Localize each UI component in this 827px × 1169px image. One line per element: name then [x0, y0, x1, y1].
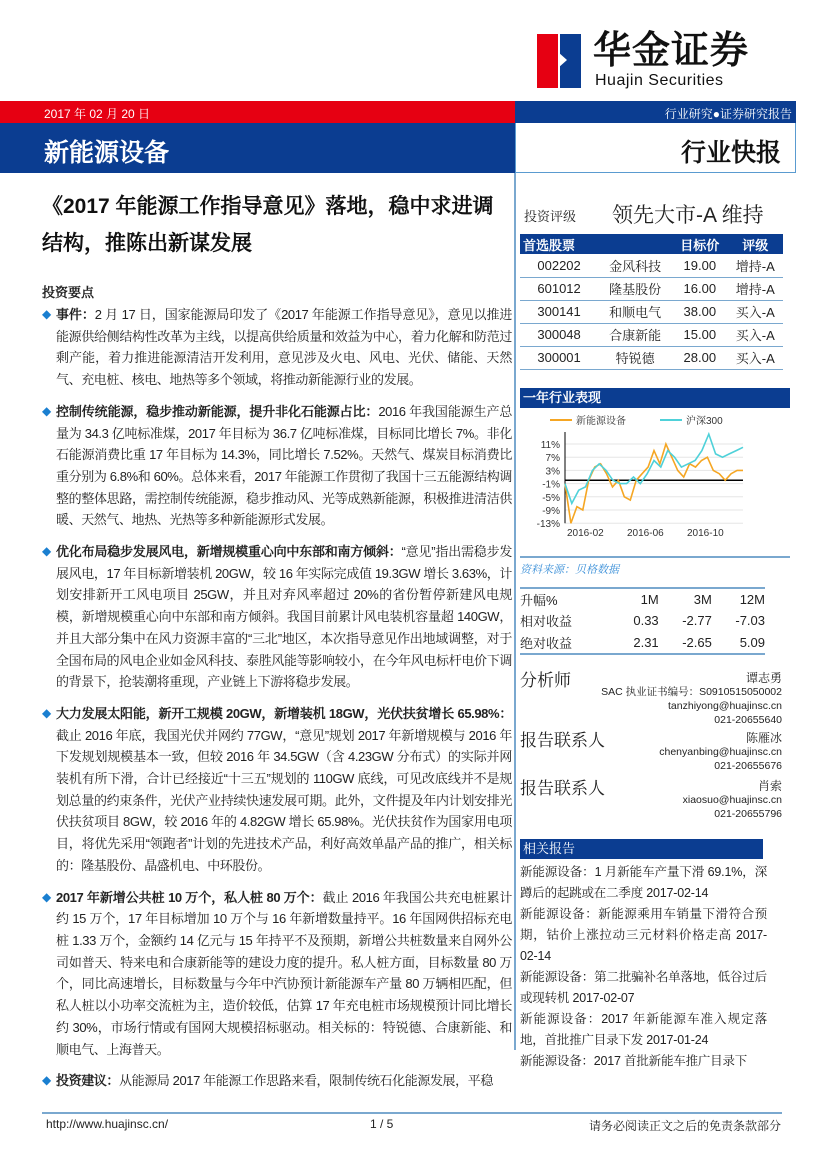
- logo-mark-icon: [537, 34, 581, 88]
- analyst-email[interactable]: chenyanbing@huajinsc.cn: [659, 745, 782, 758]
- footer-url[interactable]: http://www.huajinsc.cn/: [46, 1117, 169, 1131]
- analyst-role: 报告联系人: [520, 730, 605, 750]
- sidebar: [520, 196, 796, 1072]
- cell: 12M: [739, 591, 765, 607]
- cell: 38.00: [672, 300, 727, 323]
- table-row: [520, 277, 783, 300]
- key-point: [42, 304, 512, 391]
- table-row: [520, 254, 783, 277]
- cell: -2.65: [682, 634, 712, 650]
- cell: 3M: [693, 591, 712, 607]
- chart-source: 资料来源：贝格数据: [520, 556, 790, 577]
- analyst-email[interactable]: xiaosuo@huajinsc.cn: [682, 793, 782, 806]
- cell: 合康新能: [598, 323, 672, 346]
- y-tick-label: 7%: [545, 452, 560, 464]
- y-tick-label: -9%: [542, 505, 560, 517]
- analyst-phone: 021-20655640: [714, 713, 782, 726]
- cell: 300048: [520, 323, 598, 346]
- analyst-phone: 021-20655676: [714, 759, 782, 772]
- key-point: [42, 887, 512, 1061]
- cell: 002202: [520, 254, 598, 277]
- analyst-role: 报告联系人: [520, 778, 605, 798]
- y-tick-label: -13%: [536, 518, 560, 530]
- industry-bar: [0, 123, 515, 173]
- key-point-text: 2016 年我国能源生产总量为 34.3 亿吨标准煤，2017 年目标为 36.7 亿吨标准煤，目标同比增长 7%。非化石能源消费比重 17 年目标为 14.3%，同比增长 7.52%。天然气、煤炭目标消费比重分别为 6.8%和 60%。总体来看，2017 年能源工作贯彻了我国十三五能源结构调整的整体思路，需控制传统能源，稳步推动风、光等成熟新能源，积极推进清洁供暖、天然气、地热、光热等多种新能源形式发展。: [56, 403, 512, 528]
- col-header: 评级: [728, 234, 783, 254]
- key-point-lead: 投资建议：: [56, 1073, 120, 1089]
- key-point: [42, 1070, 512, 1092]
- cell: 601012: [520, 277, 598, 300]
- performance-table: [520, 587, 765, 655]
- column-divider: [514, 173, 516, 1050]
- report-title: 《2017 年能源工作指导意见》落地，稳中求进调结构，推陈出新谋发展: [42, 195, 494, 255]
- cell: 买入-A: [728, 346, 783, 369]
- table-row: [520, 632, 765, 654]
- related-title: 相关报告: [520, 839, 763, 859]
- analyst-role: 分析师: [520, 670, 571, 690]
- related-report-link[interactable]: 新能源设备：2017 年新能源车准入规定落地，首批推广目录下发 2017-01-24: [520, 1011, 767, 1047]
- cell: 5.09: [739, 634, 765, 650]
- logo-text-cn: 华金证券: [593, 30, 750, 72]
- main-column: [42, 188, 512, 1092]
- cell: 特锐德: [598, 346, 672, 369]
- stock-picks-table: [520, 234, 783, 370]
- y-tick-label: -5%: [542, 492, 560, 504]
- page-number: 1 / 5: [370, 1117, 394, 1131]
- key-point-text: 截止 2016 年底，我国光伏并网约 77GW，“意见”规划 2017 年新增规模与 2016 年下发规划规模基本一致，但较 2016 年 34.5GW（含 4.23GW 分布式）的实际并网装机有所下滑，合计已经接近“十三五”规划的 110GW 底线，可见改底线并不是规划总量的约束条件，光伏产业持续快速发展可期。此外，文件提及年内计划安排光伏扶贫项目 8GW，较 2016 年的 4.82GW 增长 65.98%。光伏扶贫作为国家用电项目，将优先采用“领跑者”计划的先进技术产品，利好高效单晶产品的推广，相关标的：隆基股份、晶盛机电、中环股份。: [56, 727, 512, 873]
- diamond-bullet-icon: ◆: [42, 307, 51, 321]
- analyst-cert: SAC 执业证书编号：S0910515050002: [601, 685, 782, 698]
- legend-label: 沪深300: [686, 415, 723, 427]
- cell: 相对收益: [520, 614, 573, 629]
- key-point: [42, 541, 512, 693]
- related-report-link[interactable]: 新能源设备：1 月新能车产量下滑 69.1%，深蹲后的起跳或在二季度 2017-02-14: [520, 864, 767, 900]
- related-report-link[interactable]: 新能源设备：2017 首批新能车推广目录下: [520, 1053, 748, 1068]
- cell: -2.77: [682, 613, 712, 628]
- category-tag: 行业研究●证券研究报告: [664, 107, 792, 121]
- cell: -7.03: [735, 613, 765, 628]
- cell: 0.33: [633, 613, 659, 628]
- key-point-lead: 2017 年新增公共桩 10 万个，私人桩 80 万个：: [56, 889, 323, 905]
- perf-title: 一年行业表现: [520, 388, 790, 408]
- related-report-link[interactable]: 新能源设备：新能源乘用车销量下滑符合预期，钴价上涨拉动三元材料价格走高 2017-02-14: [520, 906, 767, 963]
- analyst-name: 陈雁冰: [745, 730, 782, 745]
- cell: 15.00: [672, 323, 727, 346]
- cell: 300001: [520, 346, 598, 369]
- cell: 买入-A: [728, 300, 783, 323]
- key-point-lead: 控制传统能源，稳步推动新能源，提升非化石能源占比：: [56, 403, 379, 419]
- cell: 隆基股份: [598, 277, 672, 300]
- related-report-link[interactable]: 新能源设备：第二批骗补名单落地，低谷过后或现转机 2017-02-07: [520, 969, 767, 1005]
- x-tick-label: 2016-10: [687, 527, 724, 539]
- key-point-text: 2 月 17 日，国家能源局印发了《2017 年能源工作指导意见》，意见以推进能源供给侧结构性改革为主线，以提高供给质量和效益为中心，着力化解和防范过剩产能，着力推进能源清洁开发利用，意见涉及火电、风电、光伏、储能、天然气、充电桩、核电、地热等多个领域，将推动新能源行业的发展。: [56, 307, 512, 388]
- section-heading: 投资要点: [42, 285, 95, 300]
- rating-label: 投资评级: [524, 209, 577, 224]
- rating-value: 领先大市-A 维持: [612, 204, 764, 227]
- footer-divider: [42, 1112, 782, 1114]
- key-point-lead: 大力发展太阳能，新开工规模 20GW，新增装机 18GW，光伏扶贫增长 65.98%：: [56, 705, 512, 721]
- y-tick-label: 11%: [540, 439, 560, 451]
- key-point: [42, 401, 512, 531]
- cell: 增持-A: [728, 254, 783, 277]
- analyst-block: [520, 731, 782, 779]
- x-tick-label: 2016-02: [567, 527, 604, 539]
- table-row: [520, 588, 765, 610]
- cell: 金风科技: [598, 254, 672, 277]
- y-tick-label: -1%: [542, 479, 560, 491]
- report-type-box: [515, 123, 796, 173]
- diamond-bullet-icon: ◆: [42, 1073, 51, 1088]
- industry-name: 新能源设备: [44, 139, 170, 167]
- report-date: 2017 年 02 月 20 日: [44, 107, 151, 121]
- key-point-text: 截止 2016 年我国公共充电桩累计约 15 万个，17 年目标增加 10 万个与 16 年新增数量持平。16 年国网供招标充电桩 1.33 万个，金额约 14 亿元与 15 年持平不及预期，新增公共桩数量来自网外公司如普天、特来电和合康新能等的建设力度的提升。私人桩方面，目标数量 80 万个，同比高速增长，目标数量与今年中汽协预计新能源车产量 80 万辆相匹配，但私人桩以小功率交流桩为主，造价较低，估算 17 年充电桩市场规模预计同比增长约 30%，市场行情或有国网大规模招标驱动。相关标的：特锐德、合康新能、和顺电气、上海普天。: [56, 889, 512, 1057]
- company-logo: [537, 32, 767, 92]
- date-bar: [0, 101, 515, 123]
- y-tick-label: 3%: [545, 465, 560, 477]
- key-point-text: “意见”指出需稳步发展风电，17 年目标新增装机 20GW，较 16 年实际完成值 19.3GW 增长 3.63%，计划安排新开工风电项目 25GW，并且对弃风率超过 20%的省份暂停新建风电规模，新增规模重心向中东部和南方倾斜。我国目前累计风电装机容量超 140GW，并且大部分集中在风力资源丰富的“三北”地区，本次指导意见作出地域调整，对于全国布局的风电企业如金风科技、泰胜风能等影响较小，在今年风电标杆电价下调的背景下，抢装潮将重现，产业链上下游将稳步发展。: [56, 544, 512, 690]
- category-bar: [515, 101, 796, 123]
- key-point-lead: 优化布局稳步发展风电，新增规模重心向中东部和南方倾斜：: [56, 544, 402, 560]
- table-row: [520, 323, 783, 346]
- col-header: [598, 234, 672, 254]
- rating-row: [520, 196, 796, 228]
- diamond-bullet-icon: ◆: [42, 705, 51, 720]
- table-row: [520, 346, 783, 369]
- key-point-lead: 事件：: [56, 307, 95, 322]
- cell: 和顺电气: [598, 300, 672, 323]
- diamond-bullet-icon: ◆: [42, 544, 51, 559]
- cell: 28.00: [672, 346, 727, 369]
- x-tick-label: 2016-06: [627, 527, 664, 539]
- table-row: [520, 300, 783, 323]
- legend-label: 新能源设备: [576, 415, 626, 427]
- diamond-bullet-icon: ◆: [42, 403, 51, 418]
- cell: 300141: [520, 300, 598, 323]
- analyst-email[interactable]: tanzhiyong@huajinsc.cn: [668, 699, 782, 712]
- analyst-phone: 021-20655796: [714, 807, 782, 820]
- industry-performance-chart: [520, 412, 790, 552]
- col-header: 目标价: [672, 234, 727, 254]
- cell: 增持-A: [728, 277, 783, 300]
- table-row: [520, 610, 765, 632]
- analyst-name: 谭志勇: [745, 670, 782, 685]
- report-type: 行业快报: [680, 139, 781, 167]
- cell: 19.00: [672, 254, 727, 277]
- cell: 1M: [640, 591, 659, 607]
- footer-disclaimer: 请务必阅读正文之后的免责条款部分: [588, 1119, 781, 1133]
- analyst-block: [520, 671, 782, 731]
- key-point-text: 从能源局 2017 年能源工作思路来看，限制传统石化能源发展，平稳: [119, 1073, 493, 1089]
- key-point: [42, 703, 512, 877]
- analyst-block: [520, 779, 782, 827]
- cell: 16.00: [672, 277, 727, 300]
- analyst-name: 肖索: [757, 778, 782, 793]
- cell: 2.31: [633, 634, 659, 650]
- cell: 绝对收益: [520, 635, 573, 651]
- logo-text-en: Huajin Securities: [595, 72, 724, 89]
- cell: 升幅%: [520, 592, 558, 608]
- diamond-bullet-icon: ◆: [42, 889, 51, 904]
- col-header: 首选股票: [520, 234, 598, 254]
- cell: 买入-A: [728, 323, 783, 346]
